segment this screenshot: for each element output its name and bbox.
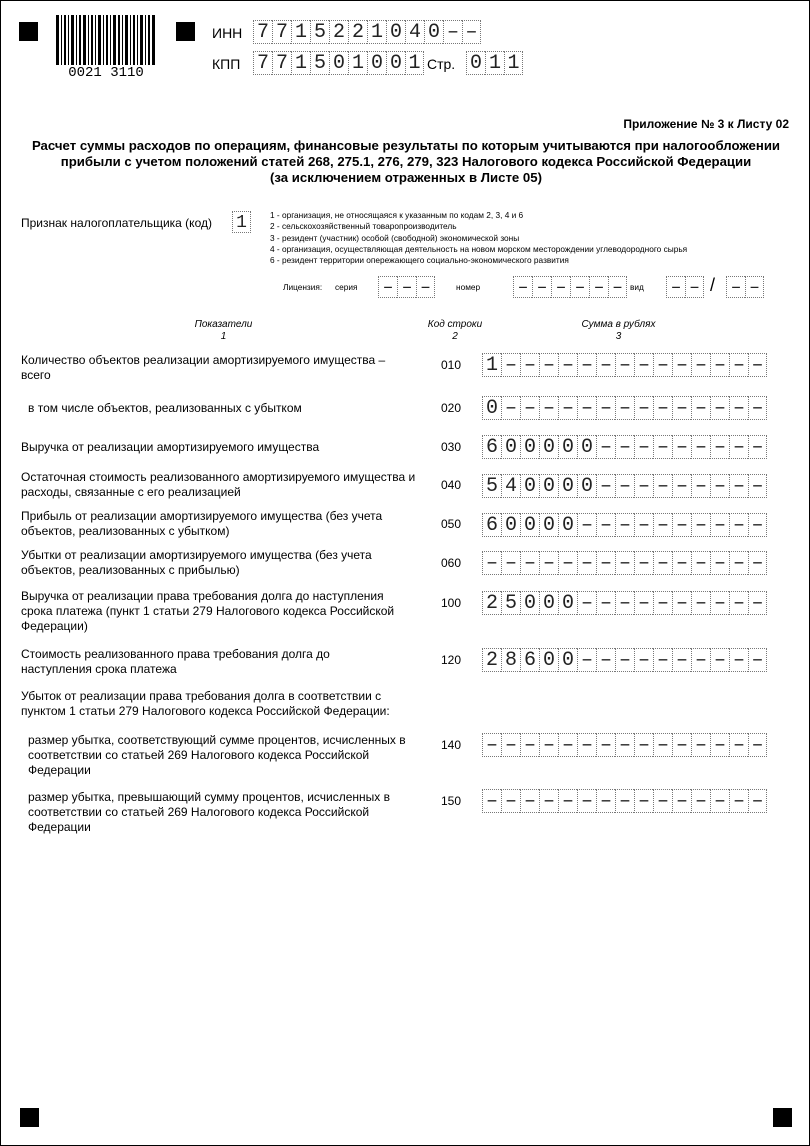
amount-cell[interactable]: 1 xyxy=(482,353,501,377)
row-label-100: Выручка от реализации права требования долга до наступления срока платежа (пункт 1 статьи 279 Налогового кодекса Российской Федерации) xyxy=(21,589,395,633)
row-value-050[interactable] xyxy=(482,513,767,537)
amount-cell[interactable]: – xyxy=(558,551,577,575)
char-cell[interactable]: – xyxy=(443,20,462,44)
amount-cell[interactable]: – xyxy=(710,435,729,459)
amount-cell[interactable]: – xyxy=(577,353,596,377)
loss-section-heading: Убыток от реализации права требования долга в соответствии с пунктом 1 статьи 279 Налогового кодекса Российской Федерации: xyxy=(21,689,390,718)
amount-cell[interactable]: – xyxy=(596,648,615,672)
char-cell[interactable]: 1 xyxy=(504,51,523,75)
column-header-number: 3 xyxy=(615,331,622,342)
char-cell[interactable]: 1 xyxy=(367,20,386,44)
amount-cell[interactable]: – xyxy=(615,474,634,498)
amount-cell[interactable]: – xyxy=(577,513,596,537)
amount-cell[interactable]: – xyxy=(634,789,653,813)
row-value-140[interactable] xyxy=(482,733,767,757)
amount-cell[interactable]: 0 xyxy=(501,513,520,537)
column-header-indicators xyxy=(151,319,296,343)
amount-cell[interactable]: – xyxy=(520,551,539,575)
amount-cell[interactable]: – xyxy=(653,789,672,813)
amount-cell[interactable]: 0 xyxy=(577,474,596,498)
amount-cell[interactable]: – xyxy=(577,733,596,757)
amount-cell[interactable]: – xyxy=(710,474,729,498)
amount-cell[interactable]: – xyxy=(615,353,634,377)
appendix-reference: Приложение № 3 к Листу 02 xyxy=(623,117,789,131)
row-label-140: размер убытка, соответствующий сумме процентов, исчисленных в соответствии со статьей 269 Налогового кодекса Российской Федерации xyxy=(28,733,406,777)
amount-cell[interactable]: 0 xyxy=(558,513,577,537)
amount-cell[interactable]: 0 xyxy=(558,648,577,672)
amount-cell[interactable]: – xyxy=(558,733,577,757)
amount-cell[interactable]: – xyxy=(653,551,672,575)
row-value-010[interactable] xyxy=(482,353,767,377)
char-cell[interactable]: 2 xyxy=(348,20,367,44)
amount-cell[interactable]: – xyxy=(520,396,539,420)
amount-cell[interactable]: – xyxy=(615,591,634,615)
amount-cell[interactable]: 0 xyxy=(482,396,501,420)
char-cell[interactable]: 1 xyxy=(485,51,504,75)
amount-cell[interactable]: – xyxy=(615,789,634,813)
row-value-150[interactable] xyxy=(482,789,767,813)
legend-item: 6 - резидент территории опережающего социально-экономического развития xyxy=(270,255,569,266)
column-header-number: 1 xyxy=(220,331,227,342)
amount-cell[interactable]: 0 xyxy=(520,474,539,498)
amount-cell[interactable]: – xyxy=(653,353,672,377)
amount-cell[interactable]: – xyxy=(691,733,710,757)
amount-cell[interactable]: 6 xyxy=(482,435,501,459)
amount-cell[interactable]: 0 xyxy=(539,513,558,537)
amount-cell[interactable]: – xyxy=(577,648,596,672)
amount-cell[interactable]: – xyxy=(501,551,520,575)
amount-cell[interactable]: – xyxy=(672,474,691,498)
amount-cell[interactable]: 0 xyxy=(539,435,558,459)
amount-cell[interactable]: – xyxy=(729,551,748,575)
amount-cell[interactable]: – xyxy=(539,396,558,420)
amount-cell[interactable]: – xyxy=(596,591,615,615)
amount-cell[interactable]: 0 xyxy=(520,591,539,615)
amount-cell[interactable]: – xyxy=(596,551,615,575)
amount-cell[interactable]: – xyxy=(691,396,710,420)
amount-cell[interactable]: – xyxy=(520,733,539,757)
amount-cell[interactable]: – xyxy=(520,353,539,377)
char-cell[interactable]: 1 xyxy=(348,51,367,75)
amount-cell[interactable]: – xyxy=(748,353,767,377)
corner-marker-top-left xyxy=(19,22,38,41)
amount-cell[interactable]: – xyxy=(615,648,634,672)
taxpayer-sign-label: Признак налогоплательщика (код) xyxy=(21,216,212,230)
amount-cell[interactable]: 2 xyxy=(482,648,501,672)
row-label-150: размер убытка, превышающий сумму процентов, исчисленных в соответствии со статьей 269 Налогового кодекса Российской Федерации xyxy=(28,790,390,834)
page-cells xyxy=(466,51,523,75)
amount-cell[interactable]: – xyxy=(691,591,710,615)
row-code-030: 030 xyxy=(441,440,462,454)
amount-cell[interactable]: – xyxy=(577,551,596,575)
license-label: Лицензия: xyxy=(283,282,323,292)
amount-cell[interactable]: – xyxy=(596,474,615,498)
amount-cell[interactable]: – xyxy=(710,353,729,377)
amount-cell[interactable]: – xyxy=(672,789,691,813)
amount-cell[interactable]: 5 xyxy=(501,591,520,615)
taxpayer-sign-legend xyxy=(270,210,687,266)
license-series-label: серия xyxy=(335,282,358,292)
amount-cell[interactable]: – xyxy=(482,789,501,813)
amount-cell[interactable]: – xyxy=(501,396,520,420)
amount-cell[interactable]: 0 xyxy=(520,513,539,537)
amount-cell[interactable]: – xyxy=(615,513,634,537)
char-cell[interactable]: – xyxy=(608,276,627,298)
amount-cell[interactable]: – xyxy=(653,396,672,420)
char-cell[interactable]: – xyxy=(397,276,416,298)
amount-cell[interactable]: – xyxy=(672,353,691,377)
char-cell[interactable]: 0 xyxy=(386,20,405,44)
amount-cell[interactable]: – xyxy=(710,789,729,813)
amount-cell[interactable]: 5 xyxy=(482,474,501,498)
page-title xyxy=(11,138,801,186)
column-header-title: Код строки xyxy=(427,319,483,330)
amount-cell[interactable]: – xyxy=(558,789,577,813)
amount-cell[interactable]: 0 xyxy=(558,591,577,615)
amount-cell[interactable]: 0 xyxy=(558,474,577,498)
amount-cell[interactable]: – xyxy=(672,396,691,420)
amount-cell[interactable]: – xyxy=(672,648,691,672)
char-cell[interactable]: – xyxy=(685,276,704,298)
row-value-120[interactable] xyxy=(482,648,767,672)
amount-cell[interactable]: – xyxy=(748,435,767,459)
amount-cell[interactable]: – xyxy=(691,789,710,813)
amount-cell[interactable]: – xyxy=(558,353,577,377)
amount-cell[interactable]: – xyxy=(748,789,767,813)
amount-cell[interactable]: – xyxy=(501,353,520,377)
amount-cell[interactable]: – xyxy=(615,551,634,575)
char-cell[interactable]: 0 xyxy=(386,51,405,75)
amount-cell[interactable]: 0 xyxy=(520,435,539,459)
amount-cell[interactable]: – xyxy=(729,648,748,672)
amount-cell[interactable]: – xyxy=(672,733,691,757)
char-cell[interactable]: 4 xyxy=(405,20,424,44)
row-code-120: 120 xyxy=(441,653,462,667)
row-label-030: Выручка от реализации амортизируемого имущества xyxy=(21,440,320,454)
legend-item: 4 - организация, осуществляющая деятельность на новом морском месторождении углеводородного сырья xyxy=(270,243,688,254)
amount-cell[interactable]: – xyxy=(748,551,767,575)
column-header-amount xyxy=(551,319,686,343)
amount-cell[interactable]: – xyxy=(691,551,710,575)
legend-item: 1 - организация, не относящаяся к указанным по кодам 2, 3, 4 и 6 xyxy=(270,210,524,220)
amount-cell[interactable]: – xyxy=(577,591,596,615)
row-value-030[interactable] xyxy=(482,435,767,459)
amount-cell[interactable]: – xyxy=(653,733,672,757)
char-cell[interactable]: 2 xyxy=(329,20,348,44)
amount-cell[interactable]: – xyxy=(634,435,653,459)
license-series-cells[interactable] xyxy=(378,276,435,298)
amount-cell[interactable]: 2 xyxy=(482,591,501,615)
row-code-040: 040 xyxy=(441,478,462,492)
char-cell[interactable]: 0 xyxy=(466,51,485,75)
row-value-020[interactable] xyxy=(482,396,767,420)
amount-cell[interactable]: 0 xyxy=(501,435,520,459)
amount-cell[interactable]: – xyxy=(710,551,729,575)
title-line-3: (за исключением отраженных в Листе 05) xyxy=(269,170,542,185)
amount-cell[interactable]: – xyxy=(539,733,558,757)
amount-cell[interactable]: – xyxy=(729,474,748,498)
row-value-040[interactable] xyxy=(482,474,767,498)
char-cell[interactable]: – xyxy=(513,276,532,298)
amount-cell[interactable]: – xyxy=(653,435,672,459)
amount-cell[interactable]: – xyxy=(710,648,729,672)
corner-marker-bottom-left xyxy=(20,1108,39,1127)
char-cell[interactable]: 7 xyxy=(272,51,291,75)
amount-cell[interactable]: – xyxy=(729,591,748,615)
corner-marker-bottom-right xyxy=(773,1108,792,1127)
amount-cell[interactable]: – xyxy=(482,733,501,757)
char-cell[interactable]: – xyxy=(745,276,764,298)
amount-cell[interactable]: – xyxy=(748,733,767,757)
amount-cell[interactable]: – xyxy=(653,648,672,672)
amount-cell[interactable]: – xyxy=(729,353,748,377)
row-label-050: Прибыль от реализации амортизируемого имущества (без учета объектов, реализованных с убытком) xyxy=(21,509,383,538)
row-label-020: в том числе объектов, реализованных с убытком xyxy=(28,401,302,415)
char-cell[interactable]: – xyxy=(462,20,481,44)
char-cell[interactable]: 7 xyxy=(253,51,272,75)
amount-cell[interactable]: 8 xyxy=(501,648,520,672)
char-cell[interactable]: 1 xyxy=(405,51,424,75)
amount-cell[interactable]: – xyxy=(501,789,520,813)
license-number-label: номер xyxy=(456,282,481,292)
amount-cell[interactable]: – xyxy=(634,733,653,757)
barcode-icon xyxy=(56,15,156,67)
amount-cell[interactable]: – xyxy=(596,435,615,459)
amount-cell[interactable]: 0 xyxy=(558,435,577,459)
amount-cell[interactable]: – xyxy=(748,591,767,615)
amount-cell[interactable]: – xyxy=(729,435,748,459)
row-value-100[interactable] xyxy=(482,591,767,615)
row-code-010: 010 xyxy=(441,358,462,372)
char-cell[interactable]: – xyxy=(378,276,397,298)
amount-cell[interactable]: – xyxy=(634,513,653,537)
amount-cell[interactable]: – xyxy=(729,789,748,813)
amount-cell[interactable]: – xyxy=(634,353,653,377)
row-code-060: 060 xyxy=(441,556,462,570)
row-code-100: 100 xyxy=(441,596,462,610)
char-cell[interactable]: 1 xyxy=(291,20,310,44)
char-cell[interactable]: 0 xyxy=(329,51,348,75)
row-code-050: 050 xyxy=(441,517,462,531)
row-code-140: 140 xyxy=(441,738,462,752)
amount-cell[interactable]: – xyxy=(729,513,748,537)
amount-cell[interactable]: – xyxy=(634,648,653,672)
amount-cell[interactable]: – xyxy=(596,353,615,377)
char-cell[interactable]: – xyxy=(589,276,608,298)
license-kind-separator: / xyxy=(710,275,716,295)
char-cell[interactable]: – xyxy=(532,276,551,298)
char-cell[interactable]: 5 xyxy=(310,51,329,75)
amount-cell[interactable]: – xyxy=(710,513,729,537)
inn-cells xyxy=(253,20,481,44)
row-value-060[interactable] xyxy=(482,551,767,575)
amount-cell[interactable]: – xyxy=(577,396,596,420)
char-cell[interactable]: 1 xyxy=(291,51,310,75)
amount-cell[interactable]: – xyxy=(558,396,577,420)
amount-cell[interactable]: – xyxy=(634,474,653,498)
license-number-cells[interactable] xyxy=(513,276,627,298)
taxpayer-sign-value[interactable]: 1 xyxy=(232,211,251,233)
amount-cell[interactable]: – xyxy=(672,435,691,459)
corner-marker-top-right xyxy=(176,22,195,41)
column-header-title: Сумма в рублях xyxy=(581,319,656,330)
amount-cell[interactable]: – xyxy=(653,513,672,537)
column-header-line-code xyxy=(414,319,496,343)
char-cell[interactable]: – xyxy=(666,276,685,298)
license-kind-cells-a[interactable] xyxy=(666,276,704,298)
amount-cell[interactable]: 0 xyxy=(539,591,558,615)
license-kind-label: вид xyxy=(630,282,644,292)
amount-cell[interactable]: – xyxy=(710,733,729,757)
amount-cell[interactable]: – xyxy=(748,648,767,672)
amount-cell[interactable]: – xyxy=(539,789,558,813)
amount-cell[interactable]: – xyxy=(710,591,729,615)
amount-cell[interactable]: – xyxy=(634,551,653,575)
amount-cell[interactable]: 4 xyxy=(501,474,520,498)
amount-cell[interactable]: 0 xyxy=(577,435,596,459)
amount-cell[interactable]: – xyxy=(729,733,748,757)
amount-cell[interactable]: – xyxy=(691,513,710,537)
char-cell[interactable]: 0 xyxy=(424,20,443,44)
amount-cell[interactable]: – xyxy=(596,396,615,420)
inn-label: ИНН xyxy=(212,25,243,41)
amount-cell[interactable]: – xyxy=(520,789,539,813)
amount-cell[interactable]: 6 xyxy=(520,648,539,672)
amount-cell[interactable]: – xyxy=(748,474,767,498)
char-cell[interactable]: 5 xyxy=(310,20,329,44)
taxpayer-sign-cell[interactable] xyxy=(232,211,251,233)
char-cell[interactable]: – xyxy=(416,276,435,298)
char-cell[interactable]: 0 xyxy=(367,51,386,75)
amount-cell[interactable]: – xyxy=(596,733,615,757)
barcode-number: 0021 3110 xyxy=(68,65,144,81)
amount-cell[interactable]: – xyxy=(729,396,748,420)
amount-cell[interactable]: – xyxy=(634,396,653,420)
kpp-label: КПП xyxy=(212,56,241,72)
amount-cell[interactable]: – xyxy=(615,435,634,459)
amount-cell[interactable]: – xyxy=(672,513,691,537)
title-line-1: Расчет суммы расходов по операциям, финансовые результаты по которым учитываются при налогообложении xyxy=(31,138,781,153)
amount-cell[interactable]: – xyxy=(710,396,729,420)
legend-item: 3 - резидент (участник) особой (свободной) экономической зоны xyxy=(270,232,520,243)
legend-item: 2 - сельскохозяйственный товаропроизводитель xyxy=(270,221,457,232)
row-label-120: Стоимость реализованного права требования долга до наступления срока платежа xyxy=(21,647,330,676)
amount-cell[interactable]: 0 xyxy=(539,648,558,672)
row-label-010: Количество объектов реализации амортизируемого имущества – всего xyxy=(21,353,386,382)
amount-cell[interactable]: – xyxy=(615,733,634,757)
amount-cell[interactable]: – xyxy=(539,551,558,575)
title-line-2: прибыли с учетом положений статей 268, 275.1, 276, 279, 323 Налогового кодекса Российской Федерации xyxy=(60,154,752,169)
row-code-150: 150 xyxy=(441,794,462,808)
amount-cell[interactable]: – xyxy=(577,789,596,813)
amount-cell[interactable]: – xyxy=(615,396,634,420)
page-label: Стр. xyxy=(427,56,456,72)
amount-cell[interactable]: 0 xyxy=(539,474,558,498)
amount-cell[interactable]: – xyxy=(653,591,672,615)
amount-cell[interactable]: – xyxy=(596,789,615,813)
amount-cell[interactable]: 6 xyxy=(482,513,501,537)
char-cell[interactable]: – xyxy=(570,276,589,298)
amount-cell[interactable]: – xyxy=(634,591,653,615)
amount-cell[interactable]: – xyxy=(691,648,710,672)
column-header-title: Показатели xyxy=(194,319,253,330)
amount-cell[interactable]: – xyxy=(539,353,558,377)
amount-cell[interactable]: – xyxy=(501,733,520,757)
amount-cell[interactable]: – xyxy=(691,353,710,377)
char-cell[interactable]: – xyxy=(551,276,570,298)
char-cell[interactable]: – xyxy=(726,276,745,298)
amount-cell[interactable]: – xyxy=(691,474,710,498)
amount-cell[interactable]: – xyxy=(596,513,615,537)
amount-cell[interactable]: – xyxy=(482,551,501,575)
column-header-number: 2 xyxy=(452,331,458,342)
char-cell[interactable]: 7 xyxy=(253,20,272,44)
amount-cell[interactable]: – xyxy=(672,591,691,615)
amount-cell[interactable]: – xyxy=(691,435,710,459)
kpp-cells xyxy=(253,51,424,75)
license-kind-cells-b[interactable] xyxy=(726,276,764,298)
row-label-060: Убытки от реализации амортизируемого имущества (без учета объектов, реализованных с прибылью) xyxy=(21,548,372,577)
char-cell[interactable]: 7 xyxy=(272,20,291,44)
row-code-020: 020 xyxy=(441,401,462,415)
amount-cell[interactable]: – xyxy=(653,474,672,498)
amount-cell[interactable]: – xyxy=(748,513,767,537)
amount-cell[interactable]: – xyxy=(672,551,691,575)
row-label-040: Остаточная стоимость реализованного амортизируемого имущества и расходы, связанные с его реализацией xyxy=(21,470,416,499)
amount-cell[interactable]: – xyxy=(748,396,767,420)
